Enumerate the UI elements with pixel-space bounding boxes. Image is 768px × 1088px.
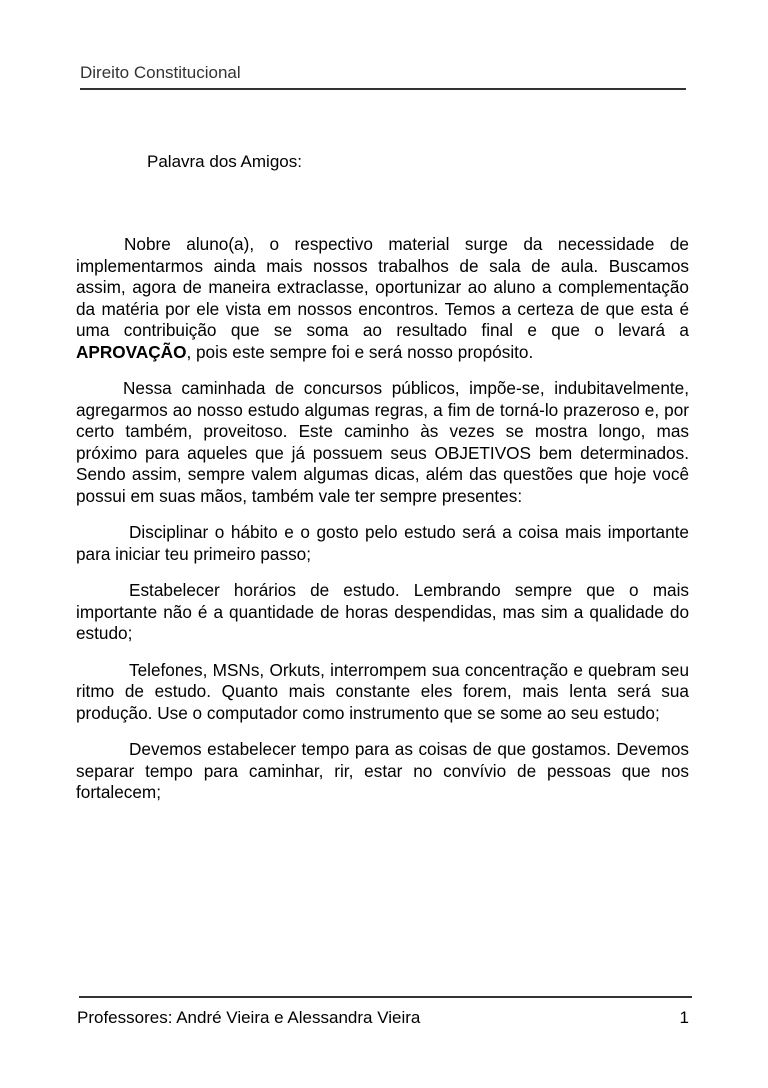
footer-professors: Professores: André Vieira e Alessandra Vieira [77,1008,421,1027]
page-footer [79,996,692,1032]
document-body [76,234,689,819]
paragraph-tip-schedule: Estabelecer horários de estudo. Lembrando sempre que o mais importante não é a quantidade de horas despendidas, mas sim a qualidade do estudo; [76,580,689,643]
paragraph-intro [76,234,689,363]
paragraph-tip-distractions: Telefones, MSNs, Orkuts, interrompem sua concentração e quebram seu ritmo de estudo. Quanto mais constante eles forem, mais lenta será sua produção. Use o computador como instrumento que se some ao seu estudo; [76,659,689,723]
header-title: Direito Constitucional [80,63,241,82]
section-heading: Palavra dos Amigos: [147,152,302,171]
page-number: 1 [679,1008,689,1027]
page-header [80,62,686,90]
paragraph-intro-end: , pois este sempre foi e será nosso propósito. [186,341,534,362]
paragraph-tip-discipline: Disciplinar o hábito e o gosto pelo estudo será a coisa mais importante para iniciar teu primeiro passo; [76,522,689,564]
paragraph-journey: Nessa caminhada de concursos públicos, impõe-se, indubitavelmente, agregarmos ao nosso estudo algumas regras, a fim de torná-lo prazeroso e, por certo também, proveitoso. Este caminho às vezes se mostra longo, mas próximo para aqueles que já possuem seus OBJETIVOS bem determinados. Sendo assim, sempre valem algumas dicas, além das questões que hoje você possui em suas mãos, também vale ter sempre presentes: [76,378,689,506]
approval-emphasis: APROVAÇÃO [76,341,187,362]
paragraph-intro-start: Nobre aluno(a), o respectivo material surge da necessidade de implementarmos ainda mais nossos trabalhos de sala de aula. Buscamos assim, agora de maneira extraclasse, oportunizar ao aluno a complementação da matéria por ele vista em nossos encontros. Temos a certeza de que esta é uma contribuição que se soma ao resultado final e que o levará a [76,234,689,340]
paragraph-tip-leisure: Devemos estabelecer tempo para as coisas de que gostamos. Devemos separar tempo para caminhar, rir, estar no convívio de pessoas que nos fortalecem; [76,739,689,802]
